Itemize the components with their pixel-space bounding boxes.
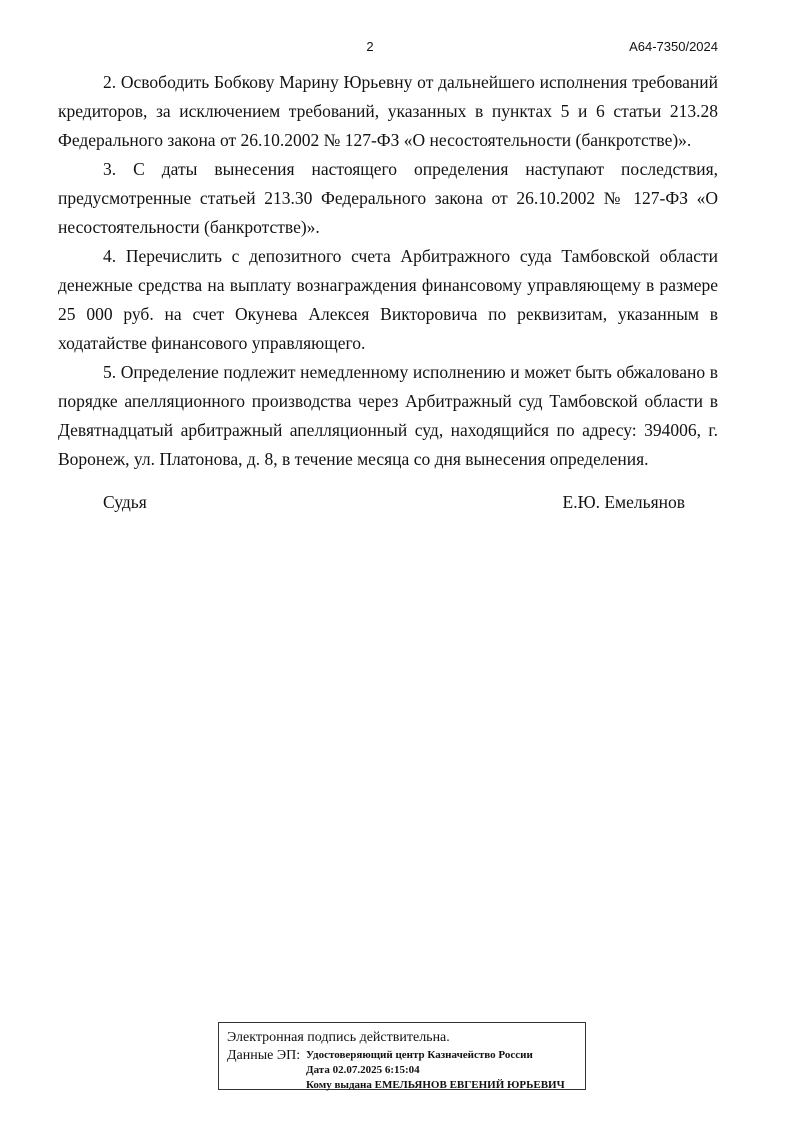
signature-line: [58, 488, 718, 517]
ruling-paragraph-5: 5. Определение подлежит немедленному исполнению и может быть обжаловано в порядке апелляционного производства через Арбитражный суд Тамбовской области в Девятнадцатый арбитражный апелляционный суд, находящийся по адресу: 394006, г. Воронеж, ул. Платонова, д. 8, в течение месяца со дня вынесения определения.: [58, 362, 718, 469]
judge-role-label: Судья: [103, 492, 147, 512]
electronic-signature-stamp: [218, 1022, 586, 1090]
stamp-details: [306, 1048, 565, 1093]
case-number: А64-7350/2024: [629, 39, 718, 54]
judge-name: Е.Ю. Емельянов: [562, 492, 685, 512]
page-header: [58, 38, 718, 55]
ruling-paragraph-3: 3. С даты вынесения настоящего определения наступают последствия, предусмотренные статьей 213.30 Федерального закона от 26.10.2002 № 127-ФЗ «О несостоятельности (банкротстве)».: [58, 159, 718, 237]
stamp-data-label: Данные ЭП:: [227, 1048, 301, 1063]
page-number: 2: [366, 39, 374, 54]
ruling-paragraph-4: 4. Перечислить с депозитного счета Арбитражного суда Тамбовской области денежные средства на выплату вознаграждения финансовому управляющему в размере 25 000 руб. на счет Окунева Алексея Викторовича по реквизитам, указанным в ходатайстве финансового управляющего.: [58, 246, 718, 353]
ruling-paragraph-2: 2. Освободить Бобкову Марину Юрьевну от дальнейшего исполнения требований кредиторов, за исключением требований, указанных в пунктах 5 и 6 статьи 213.28 Федерального закона от 26.10.2002 № 127-ФЗ «О несостоятельности (банкротстве)».: [58, 72, 718, 150]
stamp-certificate-authority: Удостоверяющий центр Казначейство России: [306, 1049, 533, 1061]
ruling-body: [58, 68, 718, 474]
stamp-validity-text: Электронная подпись действительна.: [227, 1030, 450, 1045]
stamp-issued-to: Кому выдана ЕМЕЛЬЯНОВ ЕВГЕНИЙ ЮРЬЕВИЧ: [306, 1079, 565, 1091]
stamp-data-row: [227, 1048, 577, 1093]
stamp-date: Дата 02.07.2025 6:15:04: [306, 1064, 420, 1076]
